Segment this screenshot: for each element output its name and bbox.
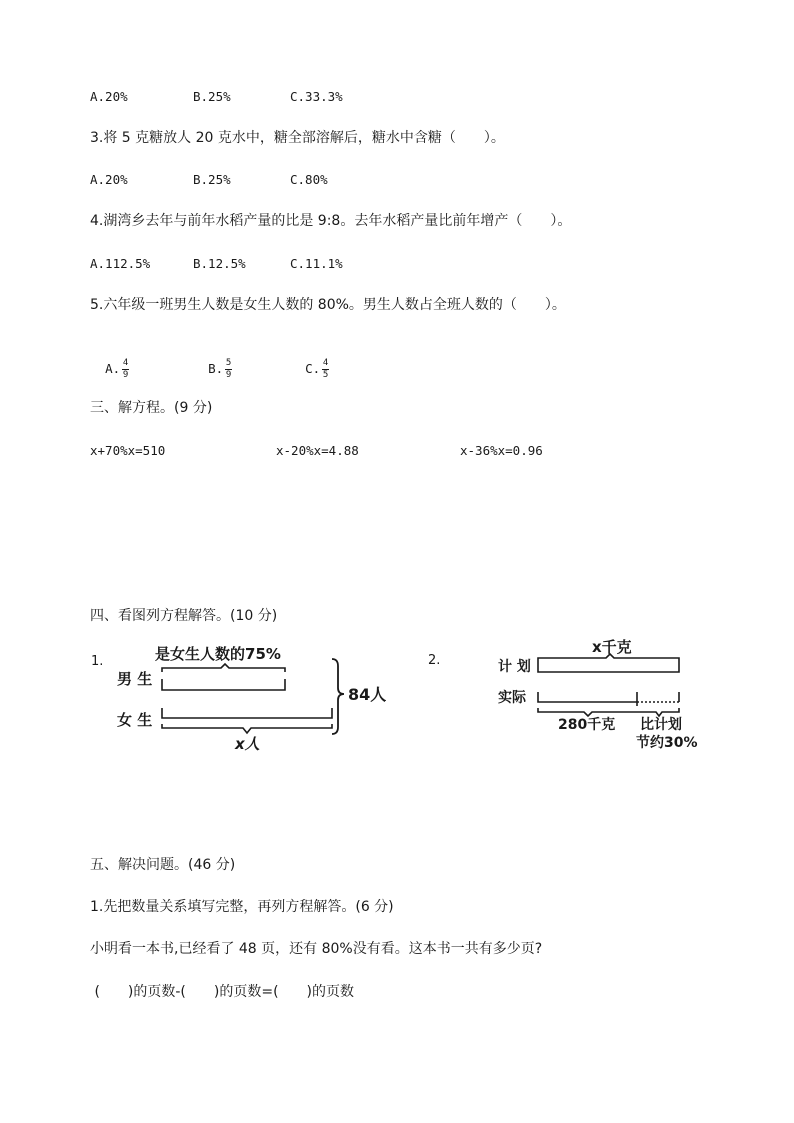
girls-bar — [162, 708, 332, 718]
q5-option-c: C. $\frac{4}{5}$ — [305, 358, 329, 380]
q4-option-c: C.11.1% — [290, 256, 343, 271]
q3-option-b: B.25% — [193, 172, 231, 187]
boys-bar — [162, 679, 285, 690]
girls-bottom-brace — [162, 724, 332, 733]
figure-1-diagram — [85, 638, 405, 756]
actual-label: 实际 — [498, 690, 526, 706]
relation-fill-in[interactable]: ( )的页数-( )的页数=( )的页数 — [90, 984, 355, 1000]
q2-option-b: B.25% — [193, 89, 231, 104]
actual-bar — [538, 692, 637, 702]
plan-top-brace — [538, 654, 679, 662]
equation-3: x-36%x=0.96 — [460, 443, 543, 458]
question-5: 5.六年级一班男生人数是女生人数的 80%。男生人数占全班人数的（ ）。 — [90, 297, 566, 313]
saved-label-line1: 比计划 — [640, 717, 682, 733]
total-label: 84人 — [348, 685, 387, 704]
figure-2-number: 2. — [428, 653, 441, 668]
girls-x-label: x人 — [235, 735, 260, 753]
q2-option-c: C.33.3% — [290, 89, 343, 104]
section-5-title: 五、解决问题。(46 分) — [90, 857, 236, 873]
section-5-story: 小明看一本书,已经看了 48 页，还有 80%没有看。这本书一共有多少页? — [90, 941, 543, 957]
q4-option-a: A.112.5% — [90, 256, 151, 271]
equation-1: x+70%x=510 — [90, 443, 166, 458]
question-3: 3.将 5 克糖放人 20 克水中，糖全部溶解后，糖水中含糖（ ）。 — [90, 130, 505, 146]
actual-bottom-brace — [538, 708, 637, 716]
boys-label: 男 生 — [117, 670, 153, 688]
boys-top-brace — [162, 664, 285, 672]
q2-option-a: A.20% — [90, 89, 128, 104]
saved-bottom-brace — [637, 708, 679, 716]
total-right-brace — [332, 659, 344, 734]
q5-option-b: B. $\frac{5}{9}$ — [208, 358, 232, 380]
section-3-title: 三、解方程。(9 分) — [90, 400, 213, 416]
question-4: 4.湖湾乡去年与前年水稻产量的比是 9:8。去年水稻产量比前年增产（ ）。 — [90, 213, 572, 229]
q3-option-c: C.80% — [290, 172, 328, 187]
saved-label-line2: 节约30% — [636, 735, 698, 751]
section-4-title: 四、看图列方程解答。(10 分) — [90, 608, 278, 624]
figure-1-top-label: 是女生人数的75% — [155, 645, 281, 663]
q3-option-a: A.20% — [90, 172, 128, 187]
actual-amount-label: 280千克 — [558, 717, 616, 733]
plan-x-label: x千克 — [592, 638, 632, 656]
q5-option-a: A. $\frac{4}{9}$ — [105, 358, 129, 380]
plan-bar — [538, 662, 679, 672]
equation-2: x-20%x=4.88 — [276, 443, 359, 458]
girls-label: 女 生 — [117, 711, 153, 729]
figure-1-number: 1. — [91, 654, 104, 669]
figure-2-diagram — [420, 632, 720, 756]
q4-option-b: B.12.5% — [193, 256, 246, 271]
plan-label: 计 划 — [498, 659, 531, 675]
section-5-question-1: 1.先把数量关系填写完整，再列方程解答。(6 分) — [90, 899, 394, 915]
